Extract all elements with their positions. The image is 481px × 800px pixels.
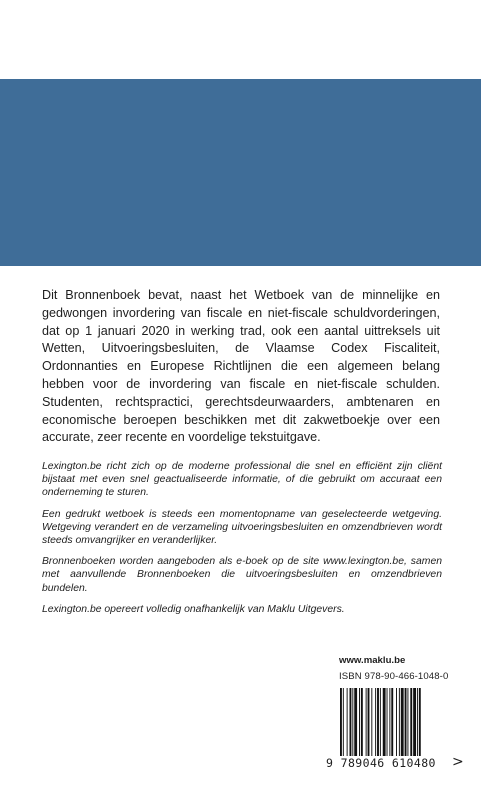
barcode-bar bbox=[361, 688, 363, 766]
barcode-arrow-icon: > bbox=[452, 754, 464, 770]
barcode-bar bbox=[401, 688, 404, 766]
barcode-bar bbox=[347, 688, 348, 766]
barcode-bar bbox=[359, 688, 360, 766]
barcode-bar bbox=[352, 688, 353, 766]
barcode-bar bbox=[380, 688, 381, 766]
barcode-bar bbox=[419, 688, 421, 766]
note-paragraph: Bronnenboeken worden aangeboden als e-boek op de site www.lexington.be, samen met aanvullende Bronnenboeken die uitvoeringsbesluiten en omzendbrieven bundelen. bbox=[42, 556, 442, 594]
barcode-bar bbox=[375, 688, 376, 766]
barcode-bar bbox=[407, 688, 408, 766]
barcode-bar bbox=[391, 688, 393, 766]
barcode-image bbox=[338, 688, 450, 766]
barcode-bar bbox=[389, 688, 390, 766]
barcode-bar bbox=[383, 688, 386, 766]
barcode-bar bbox=[399, 688, 400, 766]
note-paragraph: Een gedrukt wetboek is steeds een momentopname van geselecteerde wetgeving. Wetgeving verandert en de verzameling uitvoeringsbesluiten en omzendbrieven wordt steeds omvangrijker en veranderlijker. bbox=[42, 508, 442, 547]
note-paragraph: Lexington.be richt zich op de moderne professional die snel en efficiënt zijn cliënt bijstaat met even snel geactualiseerde informatie, of die gebruikt om accuraat een onderneming te sturen. bbox=[42, 461, 442, 499]
barcode-bar bbox=[396, 688, 397, 766]
barcode-bar bbox=[413, 688, 416, 766]
barcode-bar bbox=[410, 688, 412, 766]
barcode-bar bbox=[343, 688, 344, 766]
isbn-label: ISBN 978-90-466-1048-0 bbox=[339, 671, 449, 682]
barcode-bar bbox=[354, 688, 357, 766]
barcode-bar bbox=[417, 688, 418, 766]
note-paragraph: Lexington.be opereert volledig onafhankelijk van Maklu Uitgevers. bbox=[42, 603, 345, 615]
barcode-bar bbox=[405, 688, 407, 766]
barcode-bar bbox=[350, 688, 352, 766]
book-description: Dit Bronnenboek bevat, naast het Wetboek van de minnelijke en gedwongen invordering van fiscale en niet-fiscale schuldvorderingen, dat op 1 januari 2020 in werking trad, ook een aantal uittreksels uit Wetten, Uitvoeringsbesluiten, de Vlaamse Codex Fiscaliteit, Ordonnanties en Europese Richtlijnen die een algemeen belang hebben voor de invordering van fiscale en niet-fiscale schulden. Studenten, rechtspractici, gerechtsdeurwaarders, ambtenaren en economische beroepen beschikken met dit zakwetboekje over een accurate, zeer recente en voordelige tekstuitgave. bbox=[42, 288, 440, 445]
barcode-digits: 9 789046 610480 bbox=[324, 756, 448, 770]
barcode-bar bbox=[368, 688, 370, 766]
barcode-bar bbox=[366, 688, 367, 766]
barcode-bar bbox=[387, 688, 388, 766]
publisher-url: www.maklu.be bbox=[339, 655, 406, 666]
barcode-bar bbox=[371, 688, 372, 766]
publisher-notes bbox=[42, 460, 442, 624]
barcode-bar bbox=[377, 688, 379, 766]
barcode-bar bbox=[340, 688, 342, 766]
cover-color-band bbox=[0, 79, 481, 266]
